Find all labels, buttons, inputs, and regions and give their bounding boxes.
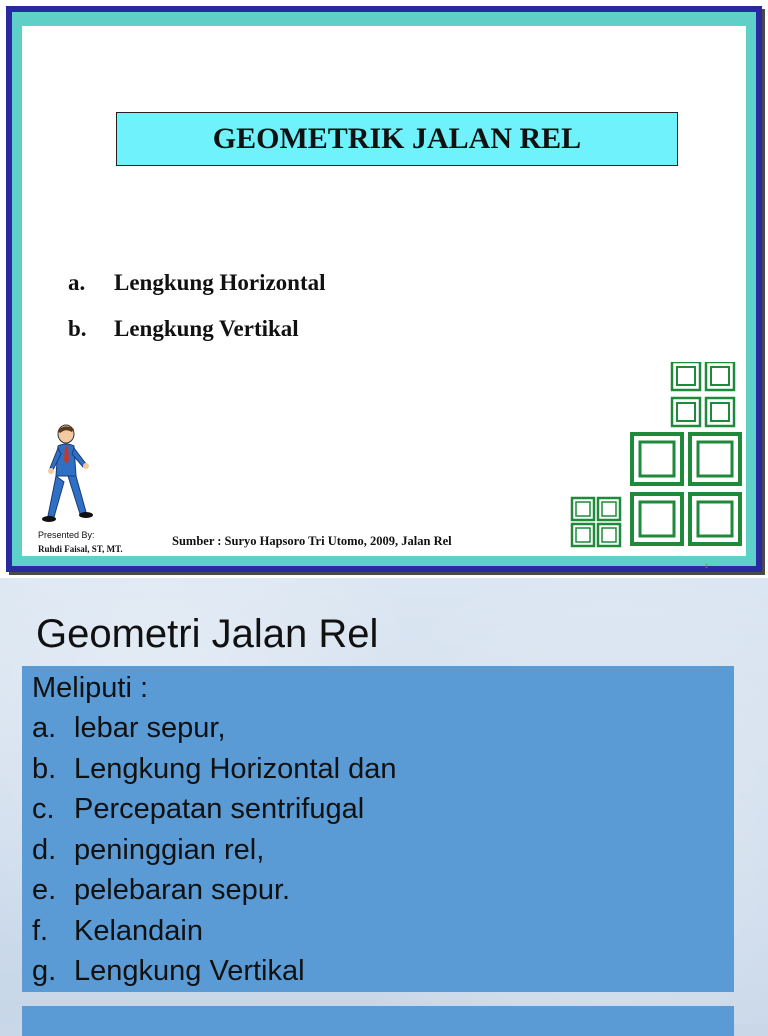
list-item (32, 753, 396, 794)
presenter-info (38, 528, 123, 556)
list-item-text: lebar sepur, (74, 712, 226, 744)
list-item-letter: e. (32, 874, 57, 906)
list-item (68, 316, 326, 362)
topic-list (32, 712, 396, 996)
list-item (32, 834, 396, 875)
slide-title: Geometri Jalan Rel (36, 612, 379, 656)
intro-text: Meliputi : (32, 672, 149, 704)
list-item-text: Lengkung Horizontal (114, 270, 326, 295)
topic-list (68, 270, 326, 362)
green-squares-decoration (562, 362, 742, 552)
content-box-cropped (22, 1006, 734, 1036)
list-item-letter: a. (68, 270, 86, 295)
list-item-text: Lengkung Horizontal dan (74, 752, 397, 785)
slide-frame-inner (12, 12, 756, 570)
list-item (32, 955, 396, 996)
list-item (68, 270, 326, 316)
list-item (32, 712, 396, 753)
source-citation: Sumber : Suryo Hapsoro Tri Utomo, 2009, Jalan Rel (172, 534, 452, 548)
presenter-label: Presented By: (38, 530, 95, 540)
slide-title: GEOMETRIK JALAN REL (116, 112, 678, 166)
slide-frame (6, 6, 762, 572)
list-item-text: Lengkung Vertikal (74, 955, 305, 987)
slide-content (22, 26, 746, 570)
slide-2 (0, 578, 768, 1024)
list-item-letter: f. (32, 914, 49, 947)
list-item-text: pelebaran sepur. (74, 874, 291, 906)
list-item-text: Lengkung Vertikal (114, 316, 299, 341)
list-item (32, 874, 396, 915)
list-item-letter: d. (32, 833, 57, 866)
list-item-text: Percepatan sentrifugal (74, 793, 365, 825)
list-item-letter: c. (32, 793, 55, 825)
list-item-text: Kelandain (74, 914, 203, 947)
list-item-letter: b. (32, 752, 57, 785)
walking-man-icon (42, 424, 102, 528)
list-item-letter: b. (68, 316, 87, 341)
presenter-name: Ruhdi Faisal, ST, MT. (38, 544, 123, 554)
list-item-letter: a. (32, 712, 57, 744)
list-item (32, 915, 396, 956)
list-item-letter: g. (32, 955, 57, 987)
slide-number: 1 (704, 564, 708, 570)
list-item-text: peninggian rel, (74, 833, 265, 866)
list-item (32, 793, 396, 834)
content-box (22, 666, 734, 992)
